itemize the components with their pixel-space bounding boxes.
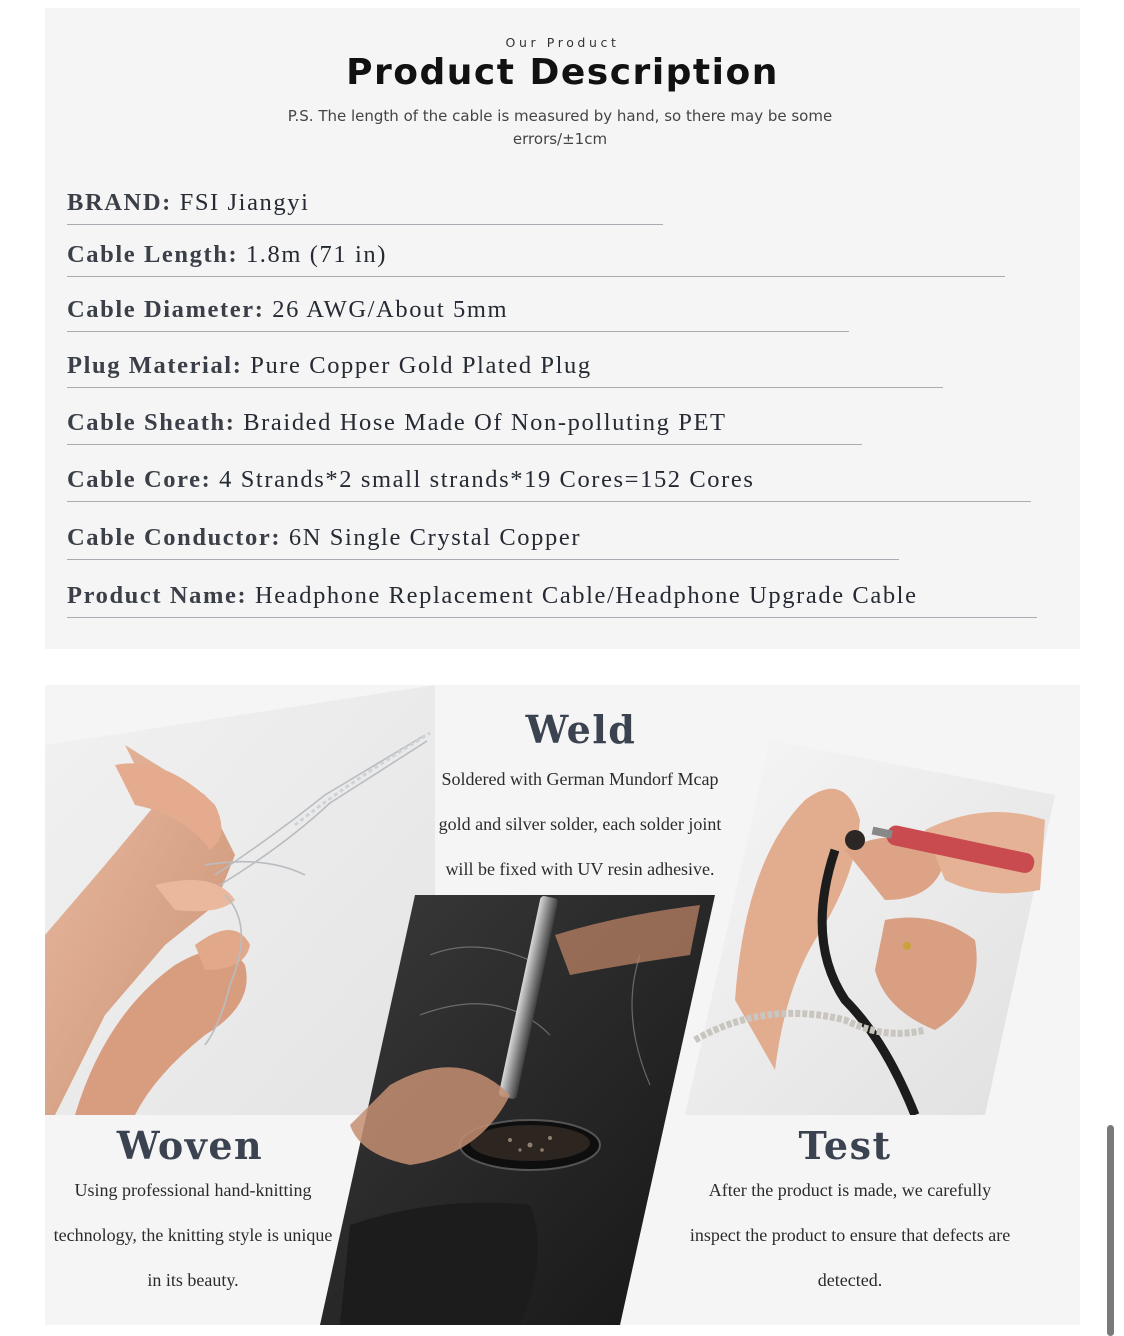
spec-value: 26 AWG/About 5mm — [272, 296, 509, 323]
spec-label: Cable Diameter: — [67, 296, 265, 323]
spec-label: Cable Sheath: — [67, 409, 236, 436]
product-description-panel — [45, 8, 1080, 649]
test-description-line: detected. — [817, 1270, 883, 1290]
test-heading: Test — [798, 1123, 892, 1168]
woven-description-line: technology, the knitting style is unique — [53, 1225, 333, 1245]
test-description-line: inspect the product to ensure that defects are — [689, 1225, 1011, 1245]
spec-label: BRAND: — [67, 189, 172, 216]
weld-description-line: will be fixed with UV resin adhesive. — [445, 859, 715, 879]
spec-label: Cable Length: — [67, 241, 239, 268]
spec-row-product-name — [67, 582, 1037, 618]
section-title: Product Description — [346, 52, 779, 93]
spec-row-cable-length — [67, 241, 1005, 277]
spec-value: Braided Hose Made Of Non-polluting PET — [243, 409, 727, 436]
weld-description-line: Soldered with German Mundorf Mcap — [441, 769, 719, 789]
spec-row-plug-material — [67, 352, 943, 388]
weld-description — [410, 757, 750, 892]
section-eyebrow: Our Product — [505, 35, 620, 50]
weld-description-line: gold and silver solder, each solder joint — [438, 814, 722, 834]
woven-description-line: Using professional hand-knitting — [74, 1180, 312, 1200]
woven-description-line: in its beauty. — [147, 1270, 239, 1290]
spec-value: 1.8m (71 in) — [245, 241, 387, 268]
spec-label: Plug Material: — [67, 352, 243, 379]
measurement-note: P.S. The length of the cable is measured by hand, so there may be some errors/±1cm — [287, 107, 833, 148]
woven-description — [45, 1168, 341, 1303]
spec-value: 6N Single Crystal Copper — [288, 524, 582, 551]
spec-row-cable-conductor — [67, 524, 899, 560]
craft-process-panel — [45, 685, 1080, 1325]
spec-value: Headphone Replacement Cable/Headphone Upgrade Cable — [254, 582, 918, 609]
spec-row-cable-diameter — [67, 296, 849, 332]
vertical-scrollbar[interactable] — [1107, 1125, 1114, 1336]
spec-row-brand — [67, 189, 663, 225]
woven-heading: Woven — [116, 1123, 264, 1168]
spec-value: FSI Jiangyi — [179, 189, 310, 216]
spec-label: Product Name: — [67, 582, 248, 609]
test-description — [670, 1168, 1030, 1303]
test-description-line: After the product is made, we carefully — [708, 1180, 992, 1200]
spec-label: Cable Core: — [67, 466, 212, 493]
spec-value: 4 Strands*2 small strands*19 Cores=152 Cores — [219, 466, 755, 493]
spec-row-cable-core — [67, 466, 1031, 502]
spec-value: Pure Copper Gold Plated Plug — [250, 352, 592, 379]
weld-soldering-photo — [320, 895, 715, 1325]
weld-heading: Weld — [525, 707, 637, 752]
spec-row-cable-sheath — [67, 409, 862, 445]
spec-label: Cable Conductor: — [67, 524, 282, 551]
